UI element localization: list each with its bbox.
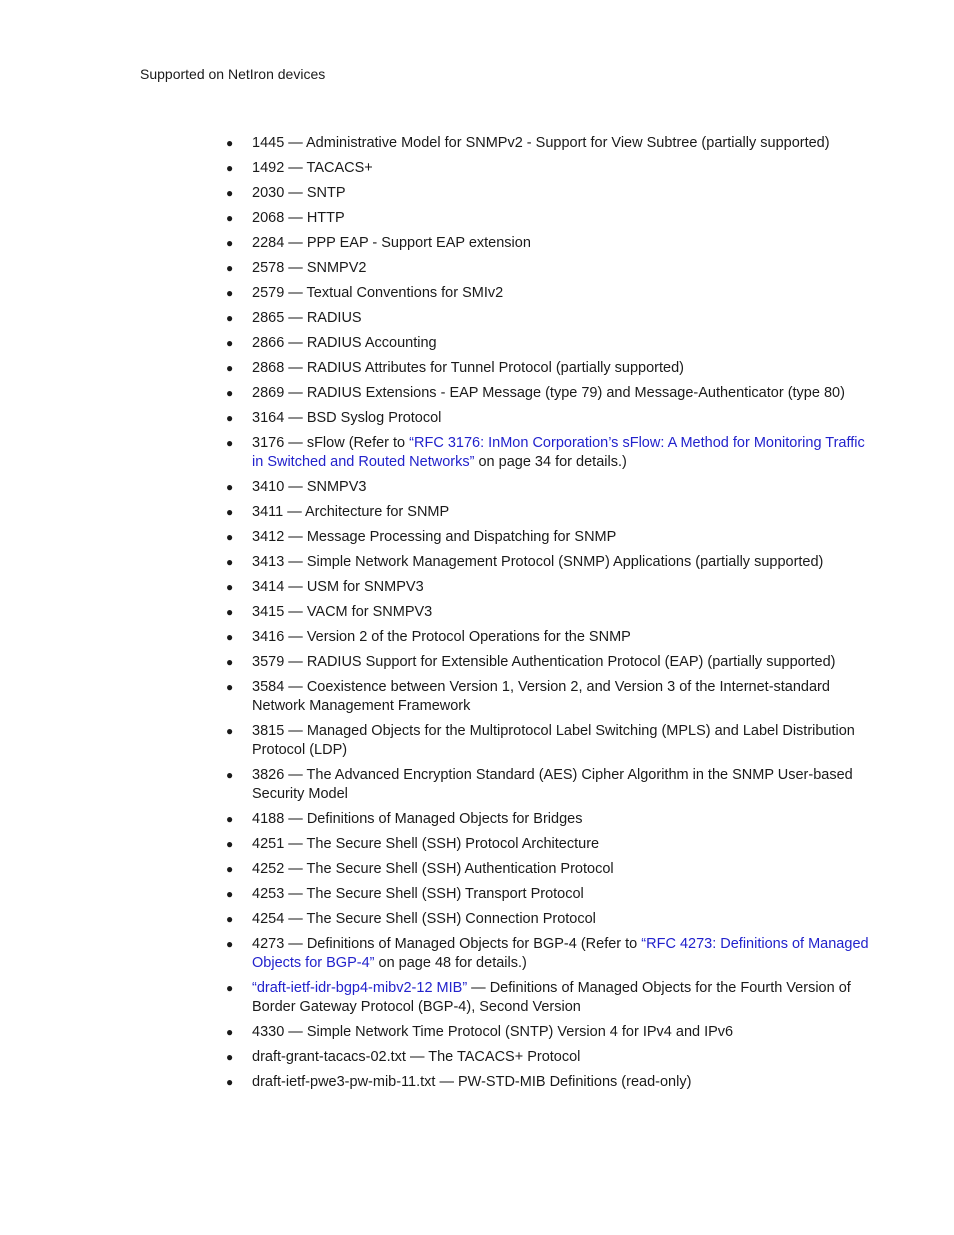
list-item <box>226 653 870 672</box>
list-item <box>226 359 870 378</box>
bullet-icon: ● <box>226 605 234 619</box>
bullet-icon: ● <box>226 186 234 200</box>
list-item <box>226 259 870 278</box>
list-item <box>226 885 870 904</box>
bullet-icon: ● <box>226 411 234 425</box>
bullet-icon: ● <box>226 680 234 694</box>
bullet-icon: ● <box>226 1025 234 1039</box>
list-item-text: 2865 — RADIUS <box>252 310 362 326</box>
list-item-text: 3410 — SNMPV3 <box>252 479 367 495</box>
list-item <box>226 979 870 1017</box>
list-item-text: 4254 — The Secure Shell (SSH) Connection Protocol <box>252 911 596 927</box>
list-item-text: 4188 — Definitions of Managed Objects for Bridges <box>252 811 583 827</box>
list-item <box>226 159 870 178</box>
list-item-text: 2579 — Textual Conventions for SMIv2 <box>252 285 504 301</box>
list-item-text: 3413 — Simple Network Management Protocol (SNMP) Applications (partially supported) <box>252 554 824 570</box>
bullet-icon: ● <box>226 724 234 738</box>
list-item-text-continued: — Definitions of Managed Objects for the Fourth Version of Border Gateway Protocol (BGP-4), Second Version <box>252 980 851 1015</box>
list-item <box>226 134 870 153</box>
page-header: Supported on NetIron devices <box>140 66 326 82</box>
bullet-icon: ● <box>226 655 234 669</box>
list-item <box>226 1073 870 1092</box>
list-item <box>226 334 870 353</box>
bullet-icon: ● <box>226 1075 234 1089</box>
bullet-icon: ● <box>226 862 234 876</box>
list-item <box>226 860 870 879</box>
list-item-text: 1492 — TACACS+ <box>252 160 373 176</box>
list-item-text: 3579 — RADIUS Support for Extensible Authentication Protocol (EAP) (partially supported) <box>252 654 836 670</box>
list-item-text: 3584 — Coexistence between Version 1, Version 2, and Version 3 of the Internet-standard Network Management Framework <box>252 679 830 714</box>
list-item-text: 4273 — Definitions of Managed Objects for BGP-4 (Refer to <box>252 936 642 952</box>
list-item-text: 3414 — USM for SNMPV3 <box>252 579 424 595</box>
list-item-text: 2868 — RADIUS Attributes for Tunnel Protocol (partially supported) <box>252 360 684 376</box>
bullet-icon: ● <box>226 887 234 901</box>
list-item-text: 3164 — BSD Syslog Protocol <box>252 410 442 426</box>
list-item-text: 3176 — sFlow (Refer to <box>252 435 410 451</box>
list-item <box>226 835 870 854</box>
cross-reference-link[interactable]: “RFC 4273: Definitions of Managed Objects for BGP-4” <box>252 936 869 971</box>
list-item <box>226 434 870 472</box>
list-item <box>226 309 870 328</box>
bullet-icon: ● <box>226 161 234 175</box>
bullet-icon: ● <box>226 261 234 275</box>
bullet-icon: ● <box>226 768 234 782</box>
list-item-text: 2068 — HTTP <box>252 210 345 226</box>
list-item-text: draft-ietf-pwe3-pw-mib-11.txt — PW-STD-MIB Definitions (read-only) <box>252 1074 692 1090</box>
bullet-icon: ● <box>226 211 234 225</box>
cross-reference-link[interactable]: “RFC 3176: InMon Corporation’s sFlow: A Method for Monitoring Traffic in Switched and Routed Networks” <box>252 435 865 470</box>
list-item <box>226 234 870 253</box>
list-item <box>226 678 870 716</box>
bullet-icon: ● <box>226 136 234 150</box>
list-item-text: 2578 — SNMPV2 <box>252 260 367 276</box>
list-item-text: 2866 — RADIUS Accounting <box>252 335 437 351</box>
bullet-icon: ● <box>226 555 234 569</box>
list-item <box>226 603 870 622</box>
list-item-text-continued: on page 34 for details.) <box>474 454 627 470</box>
list-item-text: 4252 — The Secure Shell (SSH) Authentication Protocol <box>252 861 614 877</box>
list-item-text: 3815 — Managed Objects for the Multiprotocol Label Switching (MPLS) and Label Distribution Protocol (LDP) <box>252 723 855 758</box>
list-item <box>226 528 870 547</box>
cross-reference-link[interactable]: “draft-ietf-idr-bgp4-mibv2-12 MIB” <box>252 980 468 996</box>
list-item-text: 4330 — Simple Network Time Protocol (SNTP) Version 4 for IPv4 and IPv6 <box>252 1024 734 1040</box>
bullet-icon: ● <box>226 630 234 644</box>
bullet-icon: ● <box>226 530 234 544</box>
list-item <box>226 766 870 804</box>
bullet-icon: ● <box>226 336 234 350</box>
bullet-icon: ● <box>226 580 234 594</box>
rfc-list <box>226 134 870 1098</box>
bullet-icon: ● <box>226 937 234 951</box>
list-item-text: 4253 — The Secure Shell (SSH) Transport Protocol <box>252 886 584 902</box>
list-item <box>226 553 870 572</box>
list-item <box>226 722 870 760</box>
list-item <box>226 384 870 403</box>
list-item <box>226 935 870 973</box>
list-item-text: 1445 — Administrative Model for SNMPv2 - Support for View Subtree (partially supported) <box>252 135 830 151</box>
bullet-icon: ● <box>226 236 234 250</box>
list-item-text: 3411 — Architecture for SNMP <box>252 504 450 520</box>
list-item <box>226 209 870 228</box>
list-item <box>226 503 870 522</box>
list-item-text: 3826 — The Advanced Encryption Standard (AES) Cipher Algorithm in the SNMP User-based Security Model <box>252 767 853 802</box>
bullet-icon: ● <box>226 286 234 300</box>
bullet-icon: ● <box>226 812 234 826</box>
list-item-text: 2869 — RADIUS Extensions - EAP Message (type 79) and Message-Authenticator (type 80) <box>252 385 845 401</box>
list-item <box>226 478 870 497</box>
bullet-icon: ● <box>226 981 234 995</box>
list-item <box>226 910 870 929</box>
list-item-text: 3415 — VACM for SNMPV3 <box>252 604 433 620</box>
bullet-icon: ● <box>226 386 234 400</box>
list-item <box>226 810 870 829</box>
bullet-icon: ● <box>226 1050 234 1064</box>
list-item <box>226 184 870 203</box>
list-item-text: 3416 — Version 2 of the Protocol Operations for the SNMP <box>252 629 631 645</box>
list-item <box>226 578 870 597</box>
list-item <box>226 1023 870 1042</box>
bullet-icon: ● <box>226 361 234 375</box>
list-item <box>226 284 870 303</box>
list-item-text-continued: on page 48 for details.) <box>374 955 527 971</box>
bullet-icon: ● <box>226 912 234 926</box>
bullet-icon: ● <box>226 311 234 325</box>
bullet-icon: ● <box>226 837 234 851</box>
list-item-text: 3412 — Message Processing and Dispatching for SNMP <box>252 529 617 545</box>
list-item <box>226 1048 870 1067</box>
list-item-text: 2284 — PPP EAP - Support EAP extension <box>252 235 531 251</box>
list-item-text: 4251 — The Secure Shell (SSH) Protocol Architecture <box>252 836 600 852</box>
list-item-text: 2030 — SNTP <box>252 185 346 201</box>
bullet-icon: ● <box>226 480 234 494</box>
bullet-icon: ● <box>226 505 234 519</box>
list-item-text: draft-grant-tacacs-02.txt — The TACACS+ Protocol <box>252 1049 581 1065</box>
bullet-icon: ● <box>226 436 234 450</box>
list-item <box>226 409 870 428</box>
list-item <box>226 628 870 647</box>
